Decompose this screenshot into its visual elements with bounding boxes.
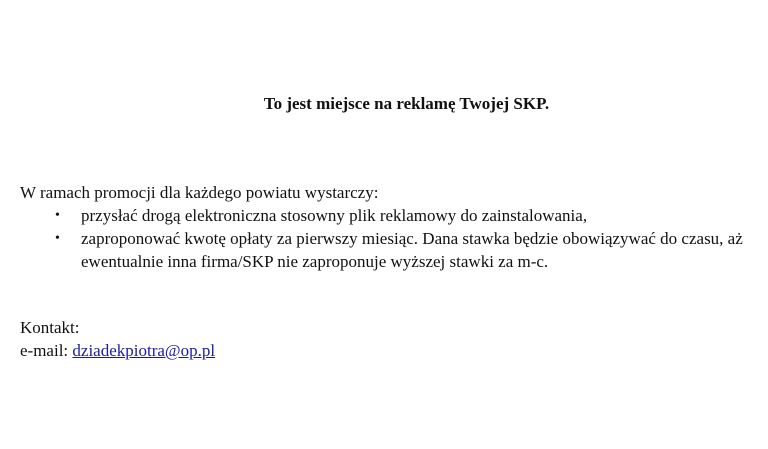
bullet-list: [20, 204, 765, 273]
bullet-icon: •: [55, 208, 60, 223]
bullet-icon: •: [55, 231, 60, 246]
list-item-text: przysłać drogą elektroniczna stosowny plik reklamowy do zainstalowania,: [81, 206, 588, 225]
list-item: [20, 204, 765, 227]
contact-heading: Kontakt:: [20, 318, 80, 337]
email-line: [20, 339, 215, 362]
email-link[interactable]: dziadekpiotra@op.pl: [72, 341, 216, 360]
list-item-text: zaproponować kwotę opłaty za pierwszy miesiąc. Dana stawka będzie obowiązywać do czasu, aż ewentualnie inna firma/SKP nie zaproponuje wyższej stawki za m-c.: [81, 229, 743, 271]
page-title: To jest miejsce na reklamę Twojej SKP.: [263, 94, 550, 113]
contact-section: [20, 316, 215, 362]
intro-text: W ramach promocji dla każdego powiatu wystarczy:: [20, 183, 379, 202]
list-item: [20, 227, 765, 273]
email-label: e-mail:: [20, 341, 73, 360]
